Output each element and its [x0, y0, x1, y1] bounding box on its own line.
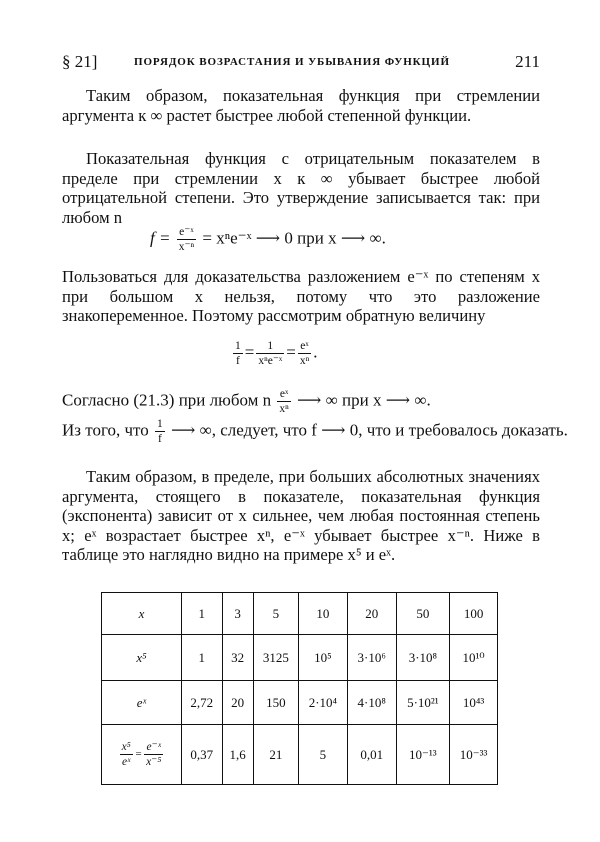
fraction: [256, 340, 284, 367]
table-cell: 10¹⁰: [450, 635, 498, 681]
formula-line-1: [62, 388, 540, 415]
table-cell: 1: [182, 593, 223, 635]
table-cell: 1,6: [222, 725, 253, 785]
fraction-numerator: e⁻ˣ: [144, 741, 163, 755]
formula-line-2: [62, 418, 568, 445]
formula-suffix: ⟶ ∞, следует, что f ⟶ 0, что и требовалось доказать.: [171, 420, 568, 440]
formula-lhs: f =: [150, 228, 171, 248]
table-cell: 32: [222, 635, 253, 681]
paragraph-4: [62, 467, 540, 565]
formula-suffix: ⟶ ∞ при x ⟶ ∞.: [297, 390, 431, 410]
fraction-denominator: x⁻ⁿ: [178, 241, 195, 253]
table-row: [102, 725, 498, 785]
fraction-denominator: xⁿ: [279, 403, 289, 415]
running-header: [62, 52, 540, 72]
fraction: [144, 741, 163, 768]
fraction: [298, 340, 311, 367]
fraction-denominator: f: [235, 355, 240, 367]
formula-prefix: Из того, что: [62, 420, 149, 440]
fraction-denominator: f: [157, 433, 162, 445]
table-cell: 100: [450, 593, 498, 635]
table-row: [102, 593, 498, 635]
paragraph-4-text: Таким образом, в пределе, при больших абсолютных значениях аргумента, стоящего в показателе, показательная функция (экспонента) зависит от x сильнее, чем любая постоянная степень x; eˣ возрастает быстрее xⁿ, e⁻ˣ убывает быстрее x⁻ⁿ. Ниже в таблице это наглядно: [62, 467, 540, 564]
fraction-denominator: xⁿe⁻ˣ: [258, 355, 283, 367]
table-row: [102, 681, 498, 725]
formula-rhs: = xⁿe⁻ˣ ⟶ 0 при x ⟶ ∞.: [202, 228, 386, 248]
table-cell: 20: [222, 681, 253, 725]
fraction-numerator: eˣ: [277, 388, 290, 402]
table-cell: 0,01: [347, 725, 396, 785]
table-row-label: eˣ: [102, 681, 182, 725]
comparison-table: [101, 592, 498, 785]
table-cell: 5: [253, 593, 298, 635]
table-cell: 10⁻³³: [450, 725, 498, 785]
equals-sign: =: [134, 748, 143, 761]
paragraph-1: Таким образом, показательная функция при стремлении аргумента к ∞ растет быстрее любой степенной функции.: [62, 86, 540, 125]
table-cell: 10⁵: [298, 635, 347, 681]
table-cell: 21: [253, 725, 298, 785]
fraction-denominator: xⁿ: [299, 355, 310, 367]
table-cell: 150: [253, 681, 298, 725]
table-cell: 3: [222, 593, 253, 635]
paragraph-3: Пользоваться для доказательства разложением e⁻ˣ по степеням x при большом x нельзя, потому что это разложение знакопеременное. Поэтому рассмотрим обратную величину: [62, 267, 540, 325]
fraction: [277, 388, 290, 415]
table-row-label: [102, 725, 182, 785]
page-number: 211: [515, 52, 540, 71]
formula-tail: .: [313, 342, 318, 362]
paragraph-2: Показательная функция с отрицательным показателем в пределе при стремлении x к ∞ убывает быстрее любой отрицательной степени. Это утверждение записывается так: при любом n: [62, 149, 540, 227]
table-row: [102, 635, 498, 681]
table-cell: 5: [298, 725, 347, 785]
paragraph-4-tail: видно на примере x⁵ и eˣ.: [216, 545, 396, 564]
fraction: [177, 226, 196, 253]
fraction-numerator: 1: [256, 340, 284, 354]
table-cell: 10⁴³: [450, 681, 498, 725]
table-cell: 4·10⁸: [347, 681, 396, 725]
formula-reciprocal: $\frac{1}{f}$ = $\frac{1}{\text{xⁿe⁻ˣ}}$ = $\frac{\text{eˣ}}{\text{xⁿ}}$ .: [235, 340, 318, 367]
fraction: [233, 340, 243, 367]
table-row-label: x: [102, 593, 182, 635]
table-cell: 10: [298, 593, 347, 635]
fraction: [155, 418, 165, 445]
table-cell: 3125: [253, 635, 298, 681]
table-cell: 10⁻¹³: [396, 725, 450, 785]
formula-f-limit: [150, 226, 386, 253]
fraction-numerator: e⁻ˣ: [177, 226, 196, 240]
fraction-numerator: 1: [157, 418, 163, 430]
table-cell: 5·10²¹: [396, 681, 450, 725]
section-number: § 21]: [62, 52, 98, 71]
table-cell: 2·10⁴: [298, 681, 347, 725]
fraction-numerator: x⁵: [121, 741, 131, 753]
table-cell: 2,72: [182, 681, 223, 725]
fraction-numerator: eˣ: [298, 340, 311, 354]
fraction-denominator: eˣ: [122, 756, 131, 768]
table-cell: 0,37: [182, 725, 223, 785]
fraction-numerator: 1: [235, 340, 241, 352]
fraction-denominator: x⁻⁵: [146, 756, 162, 768]
fraction: [120, 741, 133, 768]
table-cell: 3·10⁸: [396, 635, 450, 681]
table-cell: 20: [347, 593, 396, 635]
table-cell: 3·10⁶: [347, 635, 396, 681]
chapter-title: ПОРЯДОК ВОЗРАСТАНИЯ И УБЫВАНИЯ ФУНКЦИЙ: [134, 56, 450, 68]
table-cell: 1: [182, 635, 223, 681]
table-cell: 50: [396, 593, 450, 635]
table-row-label: x⁵: [102, 635, 182, 681]
formula-prefix: Согласно (21.3) при любом n: [62, 390, 272, 410]
